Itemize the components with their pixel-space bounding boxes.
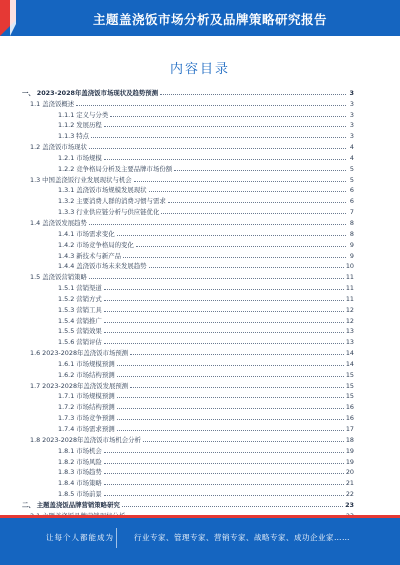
toc-entry-page: 9 — [349, 240, 354, 249]
toc-entry[interactable] — [22, 292, 354, 303]
toc-leader-dots — [130, 387, 344, 388]
toc-entry-label: 营销评估 — [76, 338, 102, 347]
toc-entry-label: 新技术与新产品 — [76, 251, 121, 260]
toc-entry-label: 盖浇饭市场未来发展趋势 — [76, 262, 147, 271]
toc-leader-dots — [123, 257, 346, 258]
toc-entry-number: 1.1.2 — [58, 121, 75, 130]
toc-entry-number: 1.5.1 — [58, 284, 75, 293]
toc-leader-dots — [136, 246, 346, 247]
toc-entry-label: 市场风险 — [76, 457, 102, 466]
toc-entry-number: 1.4.3 — [58, 251, 75, 260]
toc-entry-page: 12 — [345, 316, 354, 325]
toc-entry[interactable] — [22, 390, 354, 401]
toc-entry-label: 市场规模 — [76, 153, 102, 162]
toc-entry-label: 盖浇饭市场规模发展现状 — [76, 186, 147, 195]
toc-entry[interactable] — [22, 184, 354, 195]
toc-leader-dots — [174, 170, 346, 171]
toc-entry-number: 1.7.4 — [58, 425, 75, 433]
footer-banner — [0, 515, 400, 565]
toc-entry-label: 盖浇饭概述 — [42, 99, 75, 108]
toc-entry[interactable] — [22, 151, 354, 162]
toc-entry-number: 1.1.1 — [58, 110, 75, 119]
toc-entry-number: 1.7.2 — [58, 403, 75, 412]
toc-entry-page: 16 — [345, 414, 354, 423]
toc-entry-label: 盖浇饭发展趋势 — [42, 218, 87, 227]
toc-entry[interactable] — [22, 140, 354, 151]
toc-leader-dots — [104, 322, 344, 323]
toc-entry-page: 13 — [345, 338, 354, 347]
toc-entry-page: 14 — [345, 359, 354, 368]
toc-entry-page: 9 — [349, 251, 354, 260]
toc-entry[interactable] — [22, 433, 354, 444]
toc-entry-number: 1.2.1 — [58, 153, 75, 162]
toc-entry[interactable] — [22, 444, 354, 455]
toc-entry-label: 营销方式 — [76, 294, 102, 303]
toc-entry-page: 23 — [345, 500, 354, 509]
toc-leader-dots — [104, 463, 344, 464]
toc-entry-label: 营销工具 — [76, 305, 102, 314]
toc-entry-number: 1.8.2 — [58, 457, 75, 466]
toc-entry[interactable] — [22, 205, 354, 216]
toc-entry-label: 市场机会 — [76, 446, 102, 455]
toc-entry-page: 4 — [349, 153, 354, 162]
toc-entry-page: 17 — [345, 425, 354, 433]
toc-entry-page: 15 — [345, 392, 354, 401]
toc-leader-dots — [89, 224, 346, 225]
toc-leader-dots — [104, 332, 344, 333]
toc-entry[interactable] — [22, 194, 354, 205]
toc-entry-label: 2023-2028年盖浇饭市场机会分析 — [42, 435, 141, 444]
toc-entry[interactable] — [22, 400, 354, 411]
toc-entry-number: 1.3.1 — [58, 186, 75, 195]
toc-entry[interactable] — [22, 325, 354, 336]
toc-entry-number: 1.6.1 — [58, 359, 75, 368]
toc-entry-label: 市场结构预测 — [76, 403, 115, 412]
toc-entry-page: 3 — [349, 121, 354, 130]
toc-entry-page: 3 — [349, 88, 354, 97]
toc-entry[interactable] — [22, 162, 354, 173]
toc-leader-dots — [117, 376, 344, 377]
toc-entry-number: 一、 — [22, 88, 35, 97]
toc-entry[interactable] — [22, 368, 354, 379]
toc-entry[interactable] — [22, 455, 354, 466]
toc-entry[interactable] — [22, 379, 354, 390]
toc-entry-label: 市场规模预测 — [76, 359, 115, 368]
toc-entry-number: 1.8.4 — [58, 479, 75, 488]
toc-entry[interactable] — [22, 466, 354, 477]
toc-entry-page: 7 — [349, 208, 354, 217]
toc-entry-page: 20 — [345, 468, 354, 477]
footer-red-bar — [0, 515, 400, 518]
toc-entry-label: 市场趋势 — [76, 468, 102, 477]
toc-entry[interactable] — [22, 86, 354, 97]
toc-entry[interactable] — [22, 129, 354, 140]
toc-entry-page: 10 — [345, 262, 354, 271]
toc-entry-page: 15 — [345, 381, 354, 390]
toc-entry[interactable] — [22, 216, 354, 227]
toc-leader-dots — [143, 441, 344, 442]
toc-entry-page: 4 — [349, 143, 354, 152]
toc-entry[interactable] — [22, 411, 354, 422]
toc-leader-dots — [117, 419, 344, 420]
toc-entry-number: 1.5.2 — [58, 294, 75, 303]
toc-entry-label: 特点 — [76, 132, 90, 141]
toc-entry-label: 市场前景 — [76, 490, 102, 499]
toc-entry-label: 主要消费人群的消费习惯与需求 — [76, 197, 166, 206]
toc-leader-dots — [122, 506, 343, 507]
toc-entry-page: 16 — [345, 403, 354, 412]
toc-entry-label: 营销推广 — [76, 316, 102, 325]
toc-entry[interactable] — [22, 314, 354, 325]
footer-tagline: 行业专家、管理专家、营销专家、战略专家、成功企业家…… — [134, 533, 350, 542]
toc-entry-number: 1.3.3 — [58, 208, 75, 217]
toc-entry-label: 盖浇饭市场现状 — [42, 143, 87, 152]
header-banner — [0, 0, 400, 36]
toc-entry-label: 市场竞争格局的变化 — [76, 240, 134, 249]
toc-leader-dots — [160, 94, 346, 95]
toc-entry-label: 主题盖浇饭品牌营销策略研究 — [36, 500, 120, 509]
toc-entry-page: 8 — [349, 229, 354, 238]
toc-entry-page: 21 — [345, 479, 354, 488]
toc-leader-dots — [149, 267, 344, 268]
toc-entry-label: 2023-2028年盖浇饭发展预测 — [42, 381, 129, 390]
toc-leader-dots — [134, 181, 346, 182]
toc-entry[interactable] — [22, 346, 354, 357]
toc-entry[interactable] — [22, 108, 354, 119]
toc-entry-number: 1.1.3 — [58, 132, 75, 141]
toc-entry-label: 营销效果 — [76, 327, 102, 336]
toc-entry-number: 1.8.5 — [58, 490, 75, 499]
toc-entry-page: 6 — [349, 197, 354, 206]
toc-entry-number: 1.7.1 — [58, 392, 75, 401]
toc-entry[interactable] — [22, 335, 354, 346]
toc-entry-label: 竞争格局分析及主要品牌市场份额 — [76, 164, 173, 173]
toc-entry-number: 1.5.4 — [58, 316, 75, 325]
toc-entry-number: 1.5.6 — [58, 338, 75, 347]
toc-entry-page: 3 — [349, 110, 354, 119]
footer-divider — [116, 528, 117, 548]
toc-entry-label: 市场规模预测 — [76, 392, 115, 401]
toc-entry-number: 1.1 — [30, 99, 41, 108]
toc-entry-page: 6 — [349, 186, 354, 195]
toc-entry[interactable] — [22, 249, 354, 260]
toc-leader-dots — [117, 235, 346, 236]
toc-entry-number: 1.6 — [30, 349, 41, 358]
toc-leader-dots — [117, 397, 344, 398]
toc-entry-number: 1.4.2 — [58, 240, 75, 249]
toc-entry-number: 1.6.2 — [58, 370, 75, 379]
toc-entry-page: 11 — [345, 273, 354, 282]
toc-entry[interactable] — [22, 487, 354, 498]
toc-entry[interactable] — [22, 281, 354, 292]
toc-leader-dots — [91, 137, 346, 138]
toc-entry-label: 盖浇饭营销策略 — [42, 273, 87, 282]
toc-entry-page: 22 — [345, 490, 354, 499]
toc-entry[interactable] — [22, 476, 354, 487]
toc-entry[interactable] — [22, 270, 354, 281]
toc-leader-dots — [161, 213, 346, 214]
toc-entry-page: 5 — [349, 164, 354, 173]
toc-leader-dots — [104, 289, 344, 290]
toc-entry[interactable] — [22, 357, 354, 368]
toc-entry-label: 市场策略 — [76, 479, 102, 488]
toc-entry-label: 2023-2028年盖浇饭市场现状及趋势预测 — [36, 88, 159, 97]
toc-entry-page: 13 — [345, 327, 354, 336]
toc-entry-label: 行业供应链分析与供应链优化 — [76, 208, 160, 217]
toc-leader-dots — [89, 278, 344, 279]
toc-entry-label: 市场需求预测 — [76, 425, 115, 433]
toc-entry-number: 1.4 — [30, 218, 41, 227]
toc-entry-number: 1.4.4 — [58, 262, 75, 271]
toc-entry-page: 12 — [345, 305, 354, 314]
toc-entry[interactable] — [22, 173, 354, 184]
toc-leader-dots — [149, 191, 346, 192]
toc-leader-dots — [104, 159, 346, 160]
toc-leader-dots — [130, 354, 344, 355]
toc-entry-number: 1.7.3 — [58, 414, 75, 423]
toc-leader-dots — [89, 148, 346, 149]
table-of-contents — [22, 86, 354, 520]
toc-entry-number: 二、 — [22, 500, 35, 509]
toc-entry-label: 市场需求变化 — [76, 229, 115, 238]
toc-leader-dots — [104, 300, 344, 301]
toc-leader-dots — [104, 343, 344, 344]
toc-entry[interactable] — [22, 303, 354, 314]
toc-entry-label: 营销渠道 — [76, 284, 102, 293]
toc-entry-number: 1.8.1 — [58, 446, 75, 455]
toc-entry-page: 11 — [345, 294, 354, 303]
toc-entry-label: 市场竞争预测 — [76, 414, 115, 423]
toc-entry-number: 1.5 — [30, 273, 41, 282]
toc-entry-label: 定义与分类 — [76, 110, 109, 119]
toc-entry[interactable] — [22, 119, 354, 130]
toc-entry-number: 1.5.5 — [58, 327, 75, 336]
toc-entry-page: 3 — [349, 99, 354, 108]
toc-leader-dots — [168, 202, 346, 203]
toc-entry[interactable] — [22, 422, 354, 433]
toc-entry[interactable] — [22, 97, 354, 108]
toc-entry-page: 18 — [345, 435, 354, 444]
toc-leader-dots — [76, 105, 346, 106]
toc-entry[interactable] — [22, 260, 354, 271]
toc-leader-dots — [117, 365, 344, 366]
toc-leader-dots — [104, 495, 344, 496]
toc-entry-page: 14 — [345, 349, 354, 358]
report-title: 主题盖浇饭市场分析及品牌策略研究报告 — [92, 12, 327, 27]
toc-entry[interactable] — [22, 227, 354, 238]
toc-leader-dots — [117, 430, 344, 431]
toc-entry-number: 1.3.2 — [58, 197, 75, 206]
toc-leader-dots — [104, 452, 344, 453]
toc-leader-dots — [104, 126, 346, 127]
toc-entry-number: 1.8.3 — [58, 468, 75, 477]
toc-entry-label: 2023-2028年盖浇饭市场预测 — [42, 349, 129, 358]
toc-entry-page: 8 — [349, 218, 354, 227]
toc-entry-label: 市场结构预测 — [76, 370, 115, 379]
toc-entry[interactable] — [22, 498, 354, 509]
toc-heading: 内容目录 — [169, 62, 230, 77]
toc-entry-page: 19 — [345, 446, 354, 455]
toc-entry-label: 发展历程 — [76, 121, 102, 130]
toc-entry-page: 19 — [345, 457, 354, 466]
toc-entry-number: 1.2 — [30, 143, 41, 152]
toc-entry-number: 1.8 — [30, 435, 41, 444]
toc-entry-label: 中国盖浇饭行业发展现状与机会 — [42, 175, 132, 184]
toc-leader-dots — [104, 484, 344, 485]
toc-entry-number: 1.2.2 — [58, 164, 75, 173]
toc-entry-number: 1.4.1 — [58, 229, 75, 238]
toc-entry-page: 15 — [345, 370, 354, 379]
toc-entry[interactable] — [22, 238, 354, 249]
footer-slogan: 让每个人都能成为 — [46, 533, 114, 542]
toc-entry-page: 3 — [349, 132, 354, 141]
toc-leader-dots — [110, 116, 346, 117]
toc-entry-number: 1.7 — [30, 381, 41, 390]
toc-leader-dots — [104, 473, 344, 474]
toc-entry-number: 1.5.3 — [58, 305, 75, 314]
toc-leader-dots — [117, 408, 344, 409]
toc-entry-page: 11 — [345, 284, 354, 293]
toc-entry-number: 1.3 — [30, 175, 41, 184]
toc-leader-dots — [104, 311, 344, 312]
toc-entry-page: 5 — [349, 175, 354, 184]
